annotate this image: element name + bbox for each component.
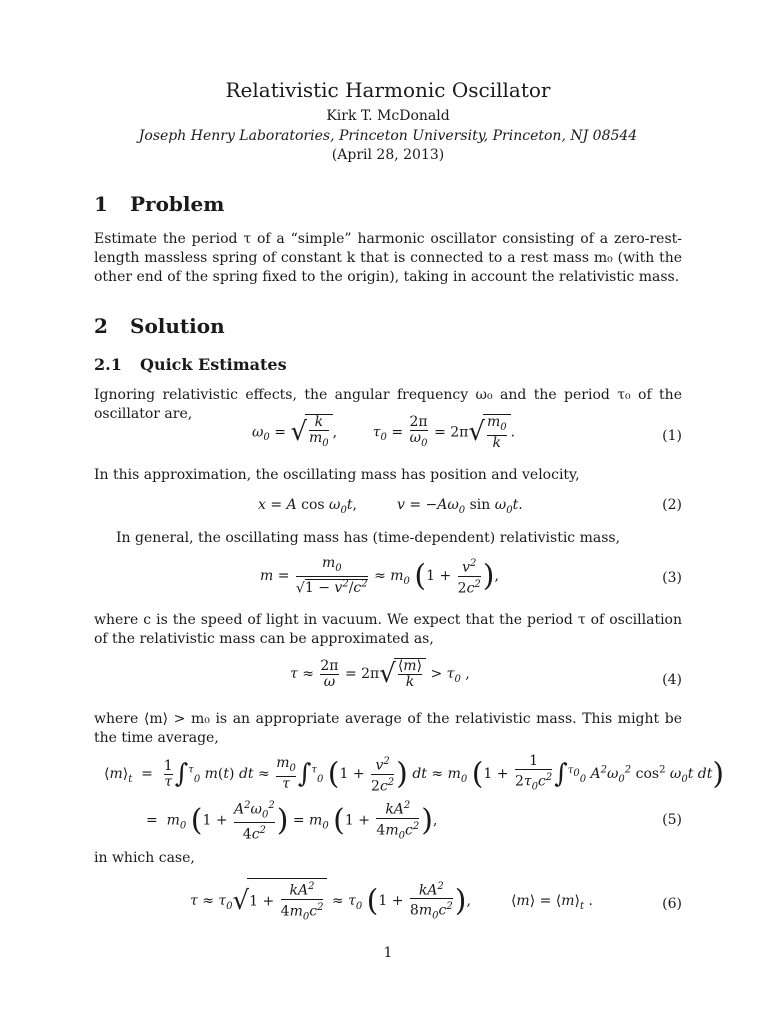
problem-paragraph: Estimate the period τ of a “simple” harmonic oscillator consisting of a zero-rest-length massless spring of constant k that is connected to a rest mass m₀ (with the other end of the spring fixed to the origin), taking in account the relativistic mass.	[94, 231, 682, 285]
paragraph-ignoring: Ignoring relativistic effects, the angular frequency ω₀ and the period τ₀ of the oscillator are,	[94, 387, 682, 422]
equation-1-tag: (1)	[662, 428, 682, 444]
equation-2-body: x = A $\cos \omega_0t$, $v = -A\omega_0$ $\sin \omega_0t$.	[258, 497, 523, 516]
section-title: Solution	[130, 314, 225, 338]
paragraph-speed-of-light: where c is the speed of light in vacuum. We expect that the period τ of oscillation of the relativistic mass can be approximated as,	[94, 612, 682, 647]
equation-6-tag: (6)	[662, 896, 682, 912]
equation-6-body: $\tau \approx \tau_0√1$ + $\frac{kA^2}{4m_0c^2}$ ≈ $\tau_0$ (1 + $\frac{kA^2}{8m_0c^2}$ ), ⟨m⟩ = $⟨m⟩_t$ .	[190, 878, 593, 924]
subsection-heading-quick-estimates	[94, 355, 287, 374]
section-number: 2	[94, 314, 108, 338]
equation-4	[94, 658, 682, 704]
paper-title: Relativistic Harmonic Oscillator	[225, 78, 551, 102]
equation-5	[94, 753, 725, 844]
paper-date: (April 28, 2013)	[331, 147, 445, 163]
equation-1	[94, 414, 682, 458]
page-number: 1	[383, 945, 393, 961]
equation-5-line-1: $⟨m⟩_t$ = $\frac{1}{\tau}$ ∫$^\tau_0$ m(t) dt ≈ $\frac{m_0}{\tau}$ ∫$^\tau_0$ (1 + $\frac{v^2}{2c^2}$ ) dt ≈ $m_0$ (1 + $\frac{1}{2\tau_0c^2}$ ∫$^{\tau_0}_0$ $A^2\omega_0^2$ $\cos^2 \omega_0t$ dt)	[104, 753, 725, 795]
paragraph-in-which-case: in which case,	[94, 850, 195, 866]
paragraph-average: where ⟨m⟩ > m₀ is an appropriate average of the relativistic mass. This might be the time average,	[94, 711, 682, 746]
subsection-number: 2.1	[94, 355, 122, 374]
equation-4-tag: (4)	[662, 672, 682, 688]
section-number: 1	[94, 192, 108, 216]
equation-6	[94, 878, 682, 928]
author-name: Kirk T. McDonald	[326, 108, 450, 124]
section-heading-problem	[94, 192, 224, 216]
equation-3-body: m = $\frac{m_0}{√1 - v^2/c^2}$ ≈ $m_0$ (1 + $\frac{v^2}{2c^2}$ ),	[260, 555, 499, 597]
equation-3	[94, 556, 682, 602]
equation-4-body: τ ≈ $\frac{2\pi}{\omega}$ = 2π√ $\frac{⟨m⟩}{k}$ > $\tau_0$ ,	[290, 657, 470, 690]
equation-1-body: $\omega_0$ = √ $\frac{k}{m_0}$ , $\tau_0$ = $\frac{2\pi}{\omega_0}$ = 2π√ $\frac{m_0}{k}$ .	[252, 413, 516, 451]
equation-2	[94, 497, 682, 517]
subsection-title: Quick Estimates	[140, 355, 287, 374]
equation-5-tag: (5)	[662, 812, 682, 828]
equation-5-line-2: = $m_0$ (1 + $\frac{A^2\omega_0^2}{4c^2}$ ) = $m_0$ (1 + $\frac{kA^2}{4m_0c^2}$ ),	[146, 800, 438, 844]
paragraph-in-general: In general, the oscillating mass has (time-dependent) relativistic mass,	[116, 530, 621, 546]
paper-page	[94, 0, 725, 1024]
section-title: Problem	[130, 192, 225, 216]
section-heading-solution	[94, 314, 225, 338]
affiliation: Joseph Henry Laboratories, Princeton University, Princeton, NJ 08544	[138, 128, 638, 144]
equation-3-tag: (3)	[662, 570, 682, 586]
equation-2-tag: (2)	[662, 497, 682, 513]
paragraph-approximation: In this approximation, the oscillating mass has position and velocity,	[94, 467, 580, 483]
